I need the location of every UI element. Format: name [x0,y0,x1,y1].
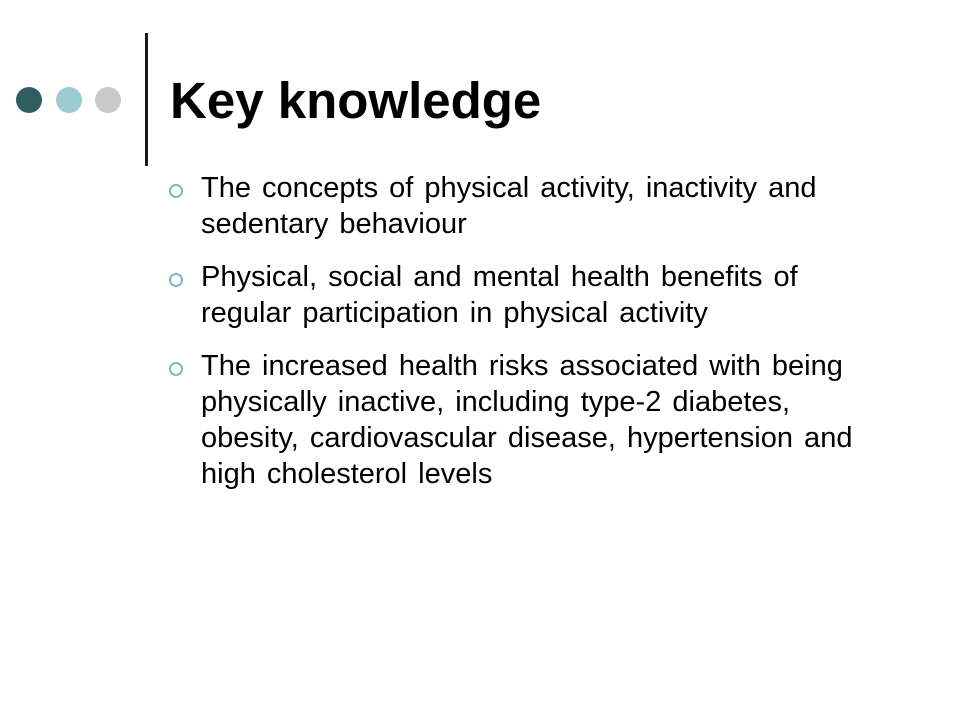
bullet-item [163,348,883,492]
bullet-text: The concepts of physical activity, inactivity and sedentary behaviour [201,172,817,240]
bullet-list [163,170,883,509]
decorative-dot-gray [95,87,121,113]
bullet-item [163,170,883,242]
title-divider [145,33,148,166]
open-circle-icon [168,361,184,377]
bullet-text: Physical, social and mental health benefits of regular participation in physical activity [201,261,798,329]
open-circle-icon [168,183,184,199]
slide-title: Key knowledge [170,72,542,129]
bullet-text: The increased health risks associated with being physically inactive, including type-2 diabetes, obesity, cardiovascular disease, hypertension and high cholesterol levels [201,350,853,490]
open-circle-icon [168,272,184,288]
bullet-item [163,259,883,331]
decorative-dot-dark [16,87,42,113]
decorative-dot-teal [56,87,82,113]
